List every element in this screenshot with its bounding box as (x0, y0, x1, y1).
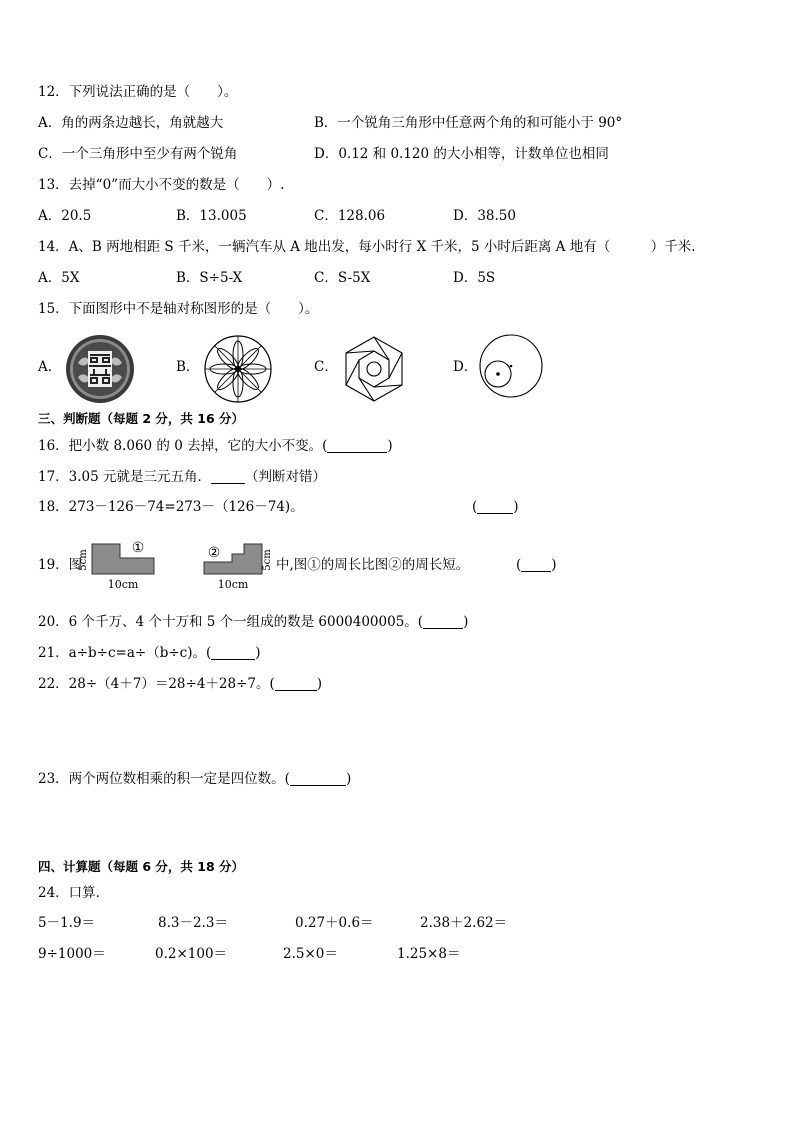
q13-option-c: C．128.06 (314, 208, 386, 224)
q18-answer-blank[interactable] (477, 499, 513, 514)
q22-text (38, 675, 322, 693)
q15-option-b: B． (176, 359, 200, 375)
nested-circles-figure (478, 333, 544, 399)
q20-answer-blank[interactable] (423, 614, 463, 629)
q17-suffix: （判断对错） (245, 469, 327, 485)
q19-open: ( (516, 557, 522, 573)
q14-option-d: D．5S (453, 270, 496, 286)
q15-option-a: A． (38, 359, 62, 375)
q12-stem: 12．下列说法正确的是（ ）。 (38, 84, 238, 100)
q13-stem: 13．去掉“0”而大小不变的数是（ ）. (38, 177, 285, 193)
q20-text (38, 613, 468, 631)
q18-open: ( (472, 499, 478, 515)
q22-close: ) (316, 676, 323, 692)
q18-answer (472, 498, 519, 516)
q24-row2-item: 9÷1000＝ (38, 946, 106, 962)
q24-row1-item: 5－1.9＝ (38, 915, 96, 931)
q24-row1-item: 0.27＋0.6＝ (295, 915, 374, 931)
q19-prefix: 19．图 (38, 557, 83, 573)
q18-close: ) (513, 499, 519, 515)
q24-row2-item: 2.5×0＝ (283, 946, 338, 962)
q13-option-d: D．38.50 (453, 208, 516, 224)
q12-option-c: C．一个三角形中至少有两个锐角 (38, 146, 238, 162)
q16-close: ) (387, 438, 393, 454)
q20-close: ) (463, 614, 469, 630)
q15-stem: 15．下面图形中不是轴对称图形的是（ ）。 (38, 301, 319, 317)
q22-answer-blank[interactable] (275, 676, 317, 691)
q24-row2-item: 0.2×100＝ (155, 946, 228, 962)
double-happiness-figure (64, 333, 136, 405)
q12-option-d: D．0.12 和 0.120 的大小相等，计数单位也相同 (314, 146, 609, 162)
q19-close: ) (551, 557, 557, 573)
q19-figure-1-height: 5cm (78, 549, 89, 571)
pinwheel-hexagon-figure (338, 333, 410, 405)
q21-answer-blank[interactable] (211, 645, 255, 660)
q16-answer-blank[interactable] (327, 438, 387, 453)
flower-circle-figure (202, 333, 274, 405)
q19-figure-1-label: ① (131, 540, 145, 556)
q18-stem: 18．273－126－74=273－（126－74)。 (38, 499, 304, 515)
q14-option-a: A．5X (38, 270, 80, 286)
q12-option-b: B．一个锐角三角形中任意两个角的和可能小于 90° (314, 115, 623, 131)
q24-row1-item: 2.38＋2.62＝ (420, 915, 508, 931)
q17-stem: 17．3.05 元就是三元五角． (38, 469, 212, 485)
q19-answer (516, 556, 557, 574)
q21-close: ) (255, 645, 261, 661)
section3-heading: 三、判断题（每题 2 分，共 16 分） (38, 411, 245, 426)
q14-option-c: C．S-5X (314, 270, 371, 286)
q19-answer-blank[interactable] (521, 557, 551, 572)
q19-figure-1-width: 10cm (107, 578, 139, 591)
q19-figure-2-width: 10cm (217, 578, 249, 591)
q23-stem: 23．两个两位数相乘的积一定是四位数。( (38, 771, 290, 787)
q23-text (38, 770, 351, 788)
q24-row1-item: 8.3－2.3＝ (158, 915, 228, 931)
q17-text (38, 468, 326, 486)
q19-figure-2 (200, 536, 278, 594)
q23-answer-blank[interactable] (290, 771, 346, 786)
q19-figure-2-height: 5cm (262, 549, 273, 571)
q13-option-a: A．20.5 (38, 208, 92, 224)
q24-stem: 24．口算． (38, 885, 110, 901)
q16-text (38, 437, 393, 455)
q24-row2-item: 1.25×8＝ (397, 946, 461, 962)
q16-stem: 16．把小数 8.060 的 0 去掉，它的大小不变。( (38, 438, 328, 454)
q20-stem: 20．6 个千万、4 个十万和 5 个一组成的数是 6000400005。( (38, 614, 424, 630)
q19-figure-1 (80, 536, 162, 594)
q13-option-b: B．13.005 (176, 208, 247, 224)
q15-option-d: D． (453, 359, 478, 375)
q23-close: ) (345, 771, 352, 787)
q14-stem: 14．A、B 两地相距 S 千米，一辆汽车从 A 地出发，每小时行 X 千米，5 小时后距离 A 地有（ ）千米. (38, 239, 696, 255)
q14-option-b: B．S÷5-X (176, 270, 243, 286)
q21-stem: 21．a÷b÷c=a÷（b÷c)。( (38, 645, 212, 661)
q15-option-c: C． (314, 359, 338, 375)
q19-figure-2-label: ② (207, 545, 221, 561)
q21-text (38, 644, 261, 662)
section4-heading: 四、计算题（每题 6 分，共 18 分） (38, 859, 245, 874)
q19-mid: 中,图①的周长比图②的周长短。 (276, 557, 470, 573)
q12-option-a: A．角的两条边越长，角就越大 (38, 115, 224, 131)
q22-stem: 22．28÷（4＋7）＝28÷4＋28÷7。( (38, 676, 275, 692)
q17-answer-blank[interactable] (211, 469, 245, 484)
